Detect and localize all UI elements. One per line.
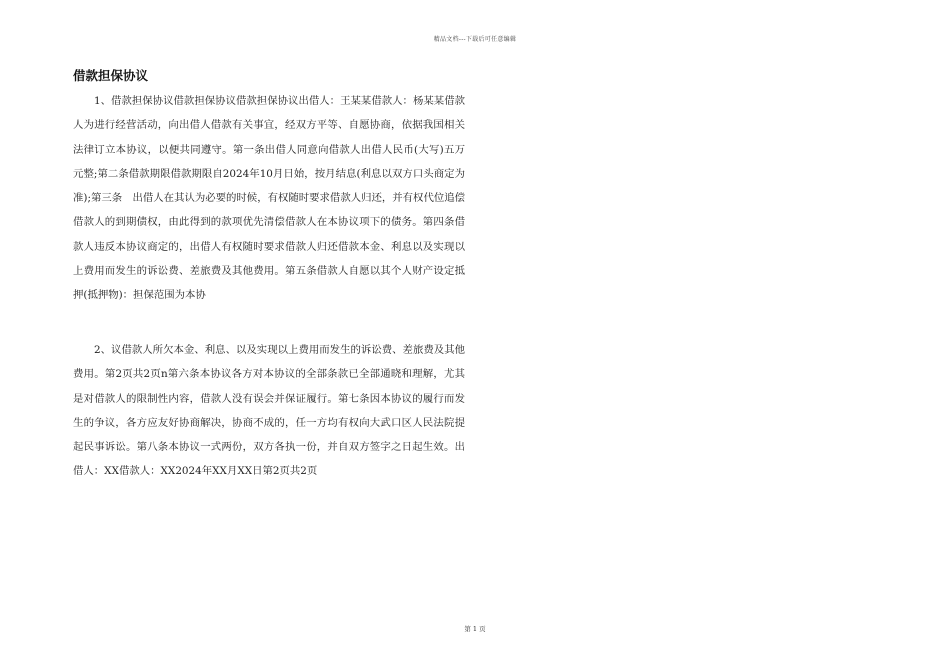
page-number: 第 1 页 <box>464 625 486 633</box>
page-header: 精品文档---下载后可任意编辑 <box>433 36 517 43</box>
paragraph-2: 2、议借款人所欠本金、利息、以及实现以上费用而发生的诉讼费、差旅费及其他费用。第2页共2页n第六条本协议各方对本协议的全部条款已全部通晓和理解，尤其是对借款人的限制性内容，借款人没有误会并保证履行。第七条因本协议的履行而发生的争议，各方应友好协商解决，协商不成的，任一方均有权向大武口区人民法院提起民事诉讼。第八条本协议一式两份，双方各执一份，并自双方签字之日起生效。出借人：XX借款人：XX2024年XX月XX日第2页共2页 <box>73 344 465 478</box>
document-title: 借款担保协议 <box>73 68 149 83</box>
paragraph-1: 1、借款担保协议借款担保协议借款担保协议出借人：王某某借款人：杨某某借款人为进行经营活动，向出借人借款有关事宜，经双方平等、自愿协商，依据我国相关法律订立本协议，以便共同遵守。第一条出借人同意向借款人出借人民币(大写)五万元整;第二条借款期限借款期限自2024年10月日始，按月结息(利息以双方口头商定为准);第三条 出借人在其认为必要的时候，有权随时要求借款人归还，并有权代位追偿借款人的到期债权，由此得到的款项优先清偿借款人在本协议项下的债务。第四条借款人违反本协议商定的，出借人有权随时要求借款人归还借款本金、利息以及实现以上费用而发生的诉讼费、差旅费及其他费用。第五条借款人自愿以其个人财产设定抵押(抵押物)：担保范围为本协 <box>73 95 466 302</box>
